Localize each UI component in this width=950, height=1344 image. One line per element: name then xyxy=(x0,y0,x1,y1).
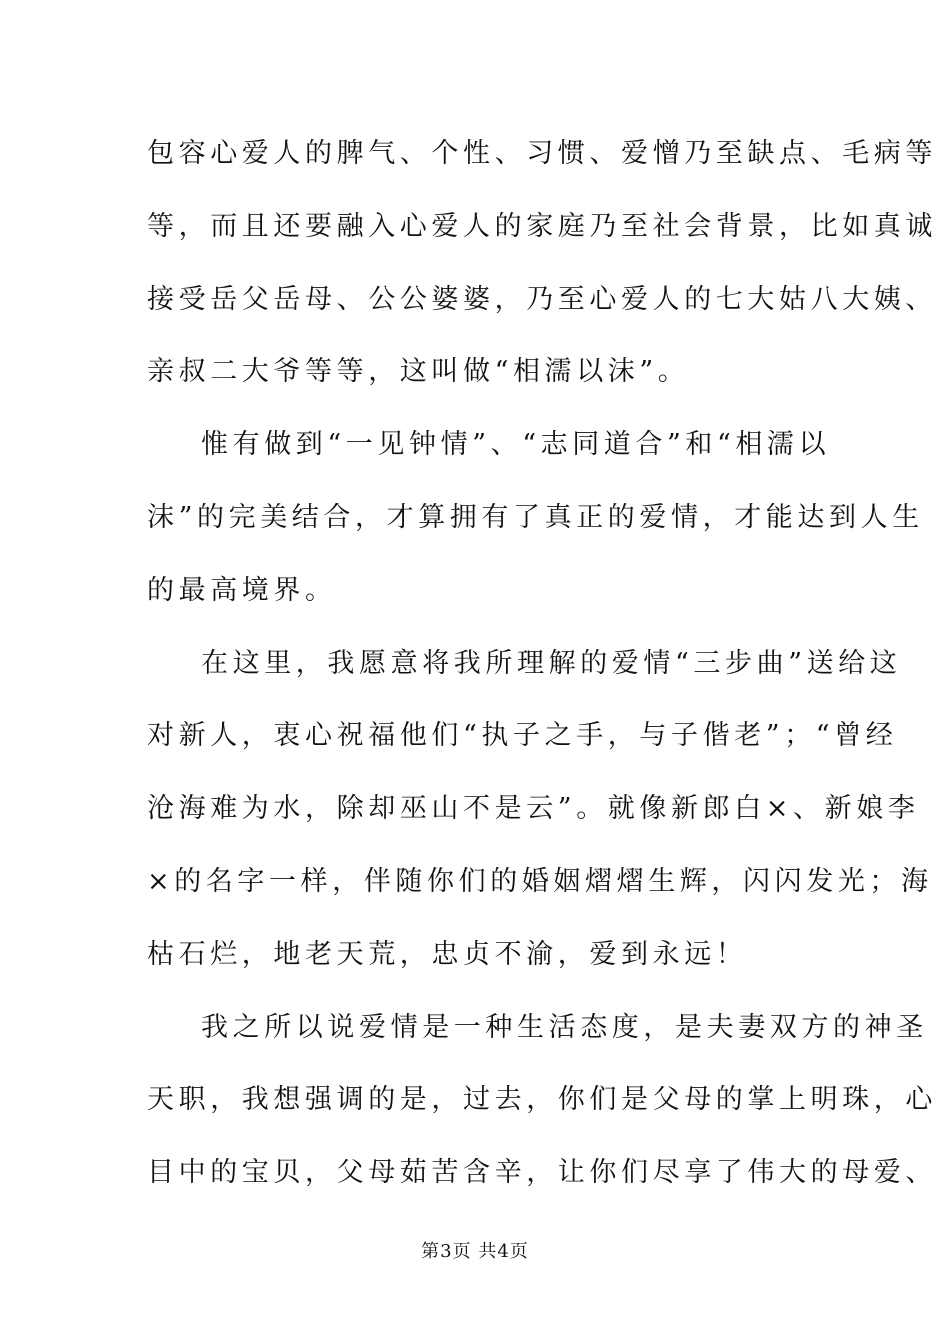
text-line: 接受岳父岳母、公公婆婆，乃至心爱人的七大姑八大姨、 xyxy=(147,283,937,315)
text-line: 亲叔二大爷等等，这叫做“相濡以沫”。 xyxy=(147,356,690,388)
text-line: 包容心爱人的脾气、个性、习惯、爱憎乃至缺点、毛病等 xyxy=(147,138,937,169)
text-line: 目中的宝贝，父母茹苦含辛，让你们尽享了伟大的母爱、 xyxy=(147,1157,937,1189)
text-line: 枯石烂，地老天荒，忠贞不渝，爱到永远！ xyxy=(147,938,748,970)
text-line: 沧海难为水，除却巫山不是云”。就像新郎白×、新娘李 xyxy=(147,793,920,825)
paragraph-first-line: 我之所以说爱情是一种生活态度，是夫妻双方的神圣 xyxy=(201,1011,928,1043)
text-line: 天职，我想强调的是，过去，你们是父母的掌上明珠，心 xyxy=(147,1084,937,1116)
text-line: 等，而且还要融入心爱人的家庭乃至社会背景，比如真诚 xyxy=(147,210,937,242)
paragraph-first-line: 惟有做到“一见钟情”、“志同道合”和“相濡以 xyxy=(201,429,831,461)
text-line: 沫”的完美结合，才算拥有了真正的爱情，才能达到人生 xyxy=(147,501,924,533)
text-line: ×的名字一样，伴随你们的婚姻熠熠生辉，闪闪发光；海 xyxy=(147,865,933,897)
text-line: 的最高境界。 xyxy=(147,574,337,606)
page-number-footer: 第3页 共4页 xyxy=(421,1241,529,1262)
document-body xyxy=(147,126,937,1218)
text-line: 对新人，衷心祝福他们“执子之手，与子偕老”；“曾经 xyxy=(147,720,898,752)
paragraph-first-line: 在这里，我愿意将我所理解的爱情“三步曲”送给这 xyxy=(201,647,902,679)
